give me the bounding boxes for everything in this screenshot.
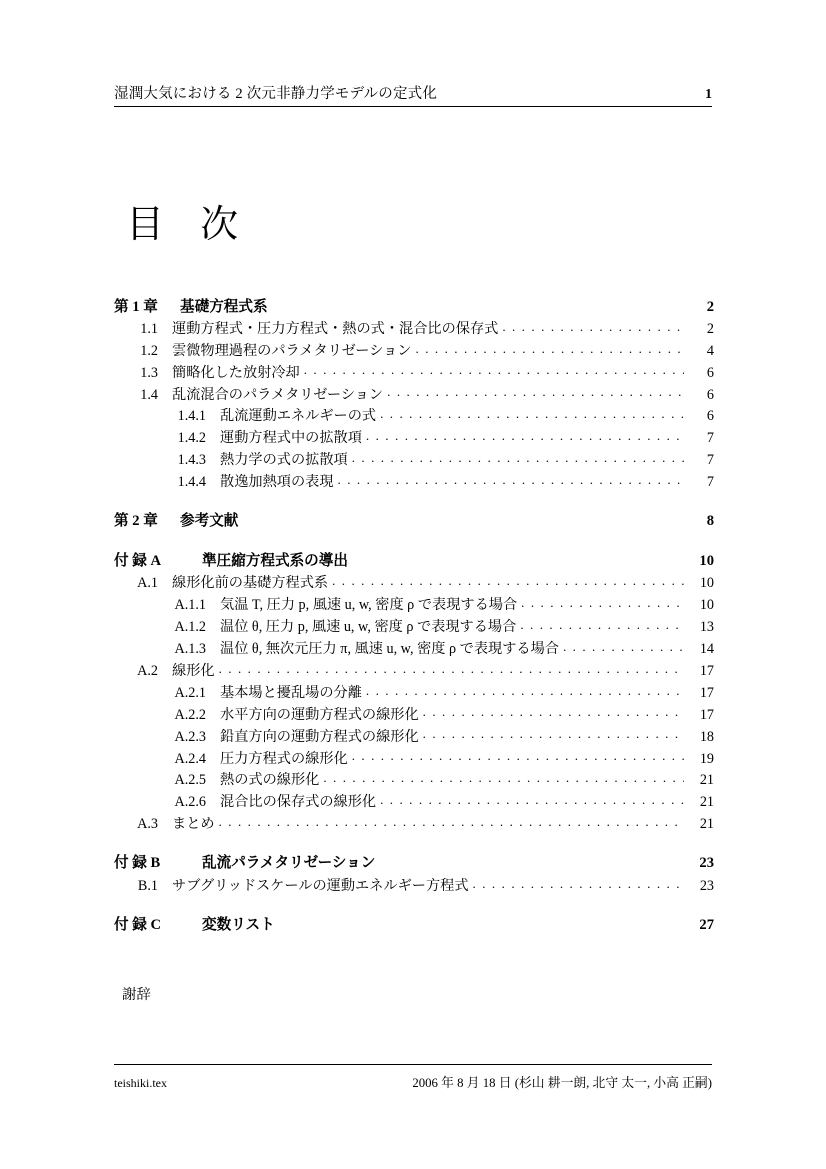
toc-leader-dots bbox=[272, 296, 684, 311]
toc-entry-title: 乱流運動エネルギーの式 bbox=[220, 408, 377, 425]
toc-leader-dots bbox=[416, 341, 685, 355]
toc-entry-title: 熱力学の式の拡散項 bbox=[220, 452, 348, 469]
toc-entry[interactable] bbox=[114, 792, 714, 809]
toc-entry[interactable] bbox=[114, 384, 714, 401]
toc-entry-title: 線形化 bbox=[172, 662, 215, 679]
toc-entry[interactable] bbox=[114, 319, 714, 336]
toc-leader-dots bbox=[352, 748, 684, 762]
toc-entry-number: A.2.3 bbox=[174, 728, 206, 745]
toc-leader-dots bbox=[304, 362, 684, 376]
toc-entry[interactable] bbox=[114, 853, 714, 871]
toc-entry-title: 熱の式の線形化 bbox=[220, 772, 320, 789]
toc-entry-page: 23 bbox=[699, 877, 714, 894]
toc-entry[interactable] bbox=[114, 428, 714, 445]
toc-leader-dots bbox=[379, 853, 684, 868]
toc-entry-page: 8 bbox=[706, 513, 714, 530]
toc-leader-dots bbox=[219, 814, 684, 828]
toc-entry-page: 27 bbox=[699, 917, 714, 934]
toc-entry-title: 温位 θ, 圧力 p, 風速 u, w, 密度 ρ で表現する場合 bbox=[220, 619, 517, 636]
toc-leader-dots bbox=[332, 573, 684, 587]
toc-entry-number: 1.3 bbox=[140, 364, 158, 381]
toc-leader-dots bbox=[387, 384, 684, 398]
toc-entry-title: 圧力方程式の線形化 bbox=[220, 750, 348, 767]
toc-entry-number: A.2 bbox=[137, 662, 158, 679]
toc-entry-number: 1.4 bbox=[140, 386, 158, 403]
toc-leader-dots bbox=[473, 876, 684, 890]
toc-entry-title: 準圧縮方程式系の導出 bbox=[202, 553, 348, 570]
toc-entry-title: 運動方程式中の拡散項 bbox=[220, 430, 362, 447]
toc-entry[interactable] bbox=[114, 661, 714, 678]
toc-entry-title: 水平方向の運動方程式の線形化 bbox=[220, 706, 419, 723]
running-header bbox=[114, 82, 712, 103]
toc-entry[interactable] bbox=[114, 341, 714, 358]
toc-entry-number: 1.4.1 bbox=[177, 408, 206, 425]
toc-spacer bbox=[114, 836, 714, 853]
toc-entry-number: A.1.1 bbox=[174, 597, 206, 614]
toc-entry[interactable] bbox=[114, 450, 714, 467]
toc-entry-page: 18 bbox=[699, 728, 714, 745]
toc-entry-number: A.1 bbox=[137, 575, 158, 592]
toc-entry-page: 2 bbox=[706, 320, 714, 337]
acknowledgement-entry: 謝辞 bbox=[122, 987, 151, 1003]
toc-entry-title: まとめ bbox=[172, 816, 215, 833]
toc-entry-page: 6 bbox=[706, 408, 714, 425]
toc-entry-number: A.1.3 bbox=[174, 641, 206, 658]
toc-entry-number: A.2.4 bbox=[174, 750, 206, 767]
toc-entry-page: 21 bbox=[699, 794, 714, 811]
toc-entry-number: 付 録 A bbox=[114, 553, 162, 570]
toc-entry-number: A.2.1 bbox=[174, 684, 206, 701]
toc-entry[interactable] bbox=[114, 683, 714, 700]
toc-entry-page: 10 bbox=[699, 553, 714, 570]
toc-entry[interactable] bbox=[114, 573, 714, 590]
toc-leader-dots bbox=[323, 770, 684, 784]
toc-entry-title: 線形化前の基礎方程式系 bbox=[172, 575, 329, 592]
toc-entry-number: 付 録 C bbox=[114, 917, 162, 934]
toc-entry-page: 7 bbox=[706, 474, 714, 491]
toc-leader-dots bbox=[366, 428, 684, 442]
toc-leader-dots bbox=[380, 406, 684, 420]
toc-leader-dots bbox=[502, 319, 684, 333]
toc-entry[interactable] bbox=[114, 814, 714, 831]
toc-entry-title: 参考文献 bbox=[180, 513, 239, 530]
toc-entry[interactable] bbox=[114, 770, 714, 787]
page-footer bbox=[114, 1072, 712, 1091]
toc-entry[interactable] bbox=[114, 876, 714, 893]
toc-entry-number: B.1 bbox=[137, 877, 158, 894]
toc-entry-page: 17 bbox=[699, 662, 714, 679]
toc-entry-page: 23 bbox=[699, 855, 714, 872]
toc-entry-page: 13 bbox=[699, 619, 714, 636]
toc-entry[interactable] bbox=[114, 406, 714, 423]
toc-entry-page: 6 bbox=[706, 386, 714, 403]
toc-leader-dots bbox=[352, 450, 684, 464]
toc-entry-number: 第 2 章 bbox=[114, 513, 158, 530]
footer-filename: teishiki.tex bbox=[114, 1076, 167, 1090]
toc-entry[interactable] bbox=[114, 551, 714, 569]
toc-entry-number: 1.2 bbox=[140, 342, 158, 359]
toc-entry-number: 付 録 B bbox=[114, 855, 161, 872]
toc-entry[interactable] bbox=[114, 595, 714, 612]
toc-leader-dots bbox=[219, 661, 684, 675]
toc-entry-number: 1.4.4 bbox=[177, 474, 206, 491]
toc-entry-page: 21 bbox=[699, 772, 714, 789]
header-title: 湿潤大気における 2 次元非静力学モデルの定式化 bbox=[114, 86, 438, 102]
toc-leader-dots bbox=[423, 705, 684, 719]
toc-entry[interactable] bbox=[114, 472, 714, 489]
footer-divider bbox=[114, 1064, 712, 1065]
toc-entry-page: 17 bbox=[699, 684, 714, 701]
toc-entry-title: 温位 θ, 無次元圧力 π, 風速 u, w, 密度 ρ で表現する場合 bbox=[220, 641, 559, 658]
toc-entry[interactable] bbox=[114, 617, 714, 634]
toc-entry-title: 気温 T, 圧力 p, 風速 u, w, 密度 ρ で表現する場合 bbox=[220, 597, 518, 614]
toc-spacer bbox=[114, 494, 714, 511]
toc-entry-page: 10 bbox=[699, 575, 714, 592]
toc-leader-dots bbox=[563, 639, 684, 653]
toc-leader-dots bbox=[380, 792, 684, 806]
toc-entry-number: A.3 bbox=[137, 816, 158, 833]
toc-entry[interactable] bbox=[114, 705, 714, 722]
toc-leader-dots bbox=[521, 595, 684, 609]
toc-entry-title: 混合比の保存式の線形化 bbox=[220, 794, 377, 811]
toc-entry[interactable] bbox=[114, 296, 714, 314]
toc-entry-number: 1.1 bbox=[140, 320, 158, 337]
toc-entry-page: 19 bbox=[699, 750, 714, 767]
toc-entry-title: 運動方程式・圧力方程式・熱の式・混合比の保存式 bbox=[172, 320, 499, 337]
toc-spacer bbox=[114, 534, 714, 551]
toc-entry-page: 10 bbox=[699, 597, 714, 614]
toc-entry-page: 7 bbox=[706, 430, 714, 447]
toc-leader-dots bbox=[352, 551, 684, 566]
toc-entry[interactable] bbox=[114, 639, 714, 656]
toc-entry-title: 変数リスト bbox=[202, 917, 275, 934]
toc-entry-title: 雲微物理過程のパラメタリゼーション bbox=[172, 342, 412, 359]
toc-entry-number: 第 1 章 bbox=[114, 298, 158, 315]
toc-leader-dots bbox=[520, 617, 684, 631]
toc-entry-page: 6 bbox=[706, 364, 714, 381]
toc-entry-title: 散逸加熱項の表現 bbox=[220, 474, 334, 491]
page-title: 目 次 bbox=[126, 202, 251, 246]
toc-entry[interactable] bbox=[114, 748, 714, 765]
table-of-contents bbox=[114, 296, 714, 937]
toc-entry-page: 14 bbox=[699, 641, 714, 658]
toc-entry-number: A.2.2 bbox=[174, 706, 206, 723]
toc-entry[interactable] bbox=[114, 511, 714, 529]
toc-entry-title: 簡略化した放射冷却 bbox=[172, 364, 300, 381]
toc-spacer bbox=[114, 897, 714, 914]
toc-entry[interactable] bbox=[114, 726, 714, 743]
footer-date-authors: 2006 年 8 月 18 日 (杉山 耕一朗, 北守 太一, 小高 正嗣) bbox=[412, 1076, 712, 1090]
toc-entry[interactable] bbox=[114, 914, 714, 932]
toc-entry-page: 4 bbox=[706, 342, 714, 359]
toc-leader-dots bbox=[423, 726, 684, 740]
toc-entry-title: 基礎方程式系 bbox=[180, 298, 268, 315]
toc-leader-dots bbox=[366, 683, 684, 697]
toc-leader-dots bbox=[279, 914, 684, 929]
toc-entry-title: 乱流パラメタリゼーション bbox=[202, 855, 376, 872]
toc-entry-number: A.1.2 bbox=[174, 619, 206, 636]
toc-entry-title: 基本場と擾乱場の分離 bbox=[220, 684, 362, 701]
toc-entry-page: 17 bbox=[699, 706, 714, 723]
toc-entry-number: 1.4.3 bbox=[177, 452, 206, 469]
toc-entry-title: サブグリッドスケールの運動エネルギー方程式 bbox=[172, 877, 469, 894]
toc-entry-page: 21 bbox=[699, 816, 714, 833]
toc-entry-page: 7 bbox=[706, 452, 714, 469]
toc-entry-title: 鉛直方向の運動方程式の線形化 bbox=[220, 728, 419, 745]
toc-leader-dots bbox=[338, 472, 684, 486]
toc-entry-number: A.2.5 bbox=[174, 772, 206, 789]
toc-entry-number: 1.4.2 bbox=[177, 430, 206, 447]
toc-leader-dots bbox=[242, 511, 684, 526]
toc-entry-page: 2 bbox=[706, 298, 714, 315]
header-divider bbox=[114, 106, 712, 107]
toc-entry-number: A.2.6 bbox=[174, 794, 206, 811]
toc-entry[interactable] bbox=[114, 362, 714, 379]
header-page-number: 1 bbox=[705, 87, 712, 102]
toc-entry-title: 乱流混合のパラメタリゼーション bbox=[172, 386, 384, 403]
